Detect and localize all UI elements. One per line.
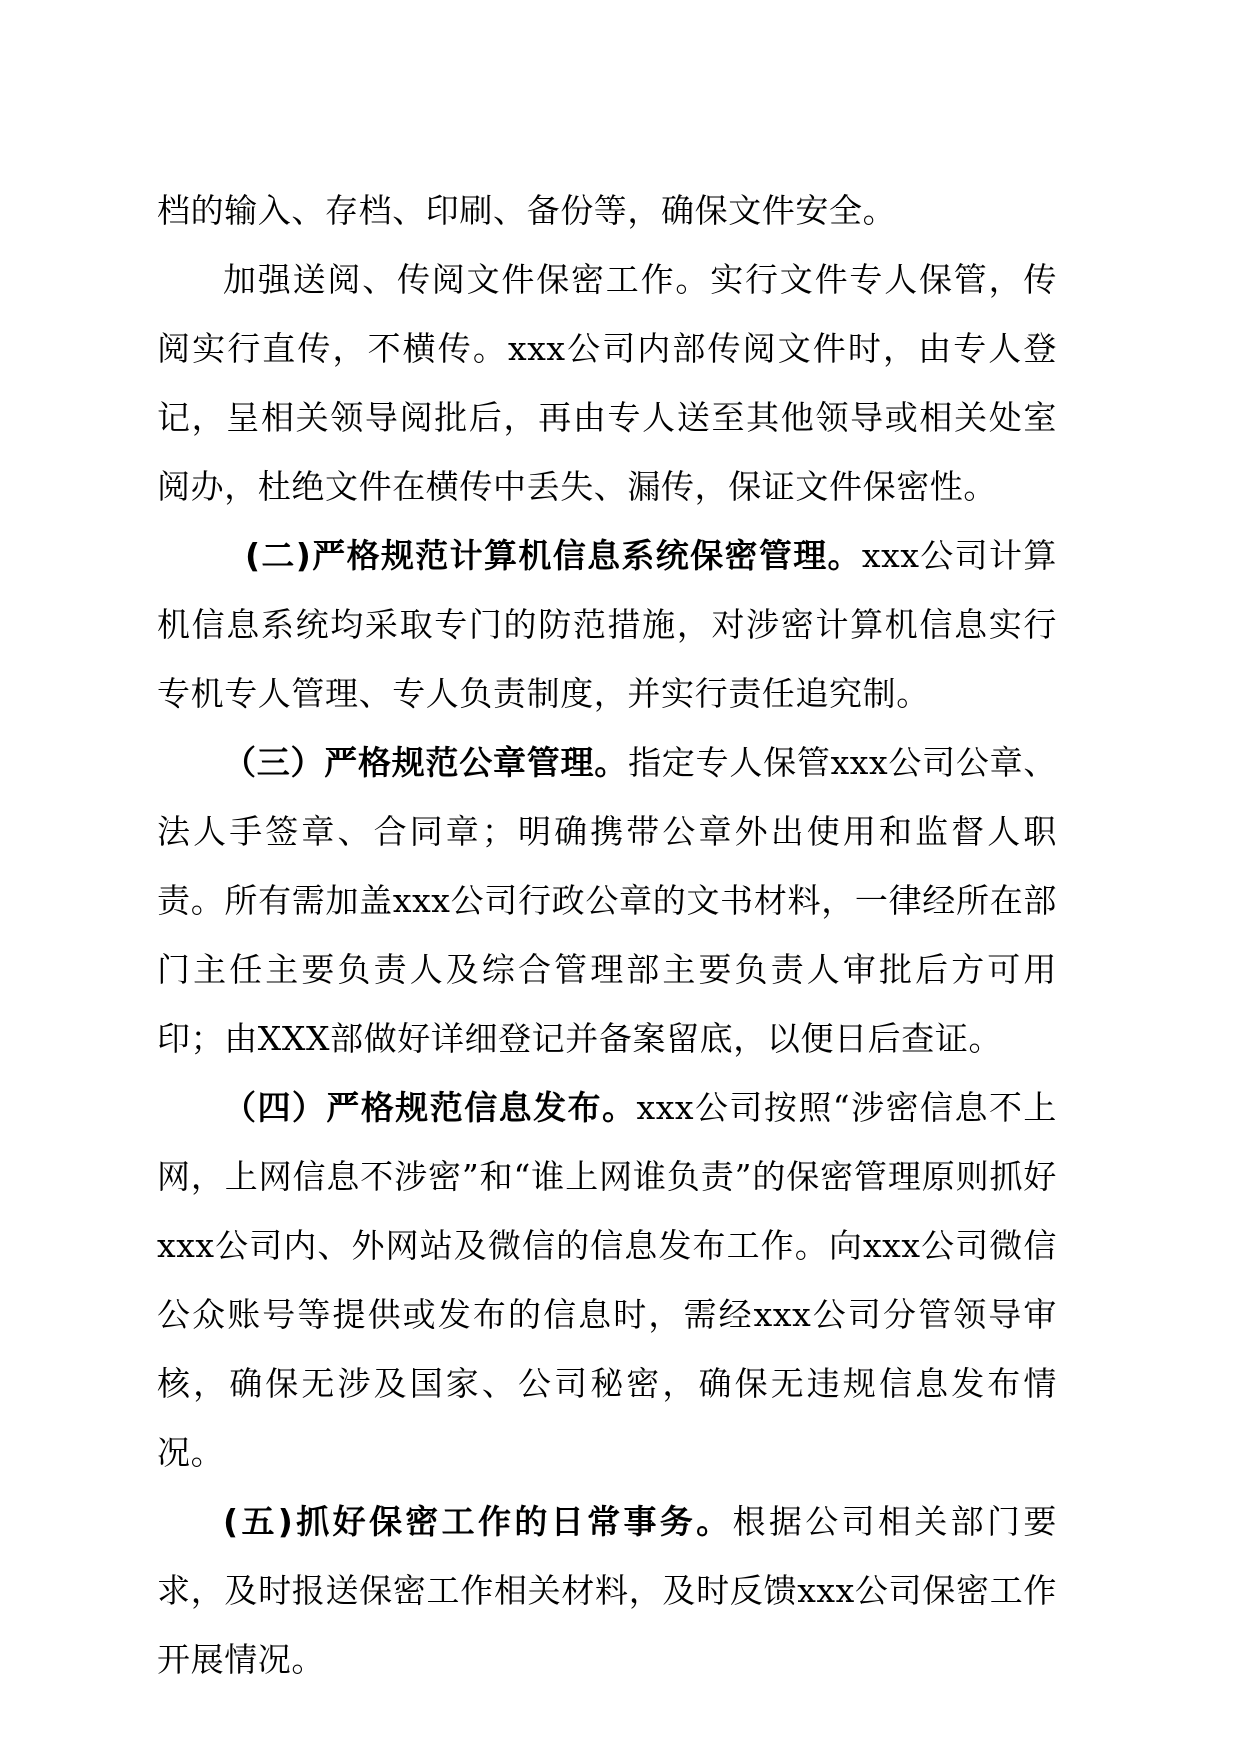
paragraph-document-circulation (157, 245, 1057, 521)
paragraph-information-release (157, 1073, 1057, 1487)
paragraph-seal-management (157, 728, 1057, 1073)
paragraph-continuation (157, 176, 1057, 245)
section-heading: (二)严格规范计算机信息系统保密管理。 (245, 536, 862, 575)
paragraph-text: 档的输入、存档、印刷、备份等，确保文件安全。 (157, 191, 897, 230)
paragraph-text: 指定专人保管xxx公司公章、法人手签章、合同章；明确携带公章外出使用和监督人职责。所有需加盖xxx公司行政公章的文书材料，一律经所在部门主任主要负责人及综合管理部主要负责人审批后方可用印；由XXX部做好详细登记并备案留底，以便日后查证。 (157, 743, 1057, 1058)
paragraph-text: 加强送阅、传阅文件保密工作。实行文件专人保管，传阅实行直传，不横传。xxx公司内部传阅文件时，由专人登记，呈相关领导阅批后，再由专人送至其他领导或相关处室阅办，杜绝文件在横传中丢失、漏传，保证文件保密性。 (157, 260, 1057, 506)
paragraph-text: xxx公司按照“涉密信息不上网，上网信息不涉密”和“谁上网谁负责”的保密管理原则抓好xxx公司内、外网站及微信的信息发布工作。向xxx公司微信公众账号等提供或发布的信息时，需经xxx公司分管领导审核，确保无涉及国家、公司秘密，确保无违规信息发布情况。 (157, 1088, 1058, 1472)
paragraph-text: xxx公司计算机信息系统均采取专门的防范措施，对涉密计算机信息实行专机专人管理、专人负责制度，并实行责任追究制。 (157, 536, 1057, 713)
section-heading: (五)抓好保密工作的日常事务。 (223, 1502, 733, 1541)
section-heading: （四）严格规范信息发布。 (223, 1088, 637, 1127)
paragraph-text: 根据公司相关部门要求，及时报送保密工作相关材料，及时反馈xxx公司保密工作开展情况。 (157, 1502, 1057, 1679)
paragraph-daily-affairs (157, 1487, 1057, 1694)
section-heading: （三）严格规范公章管理。 (223, 743, 629, 782)
paragraph-computer-security (157, 521, 1057, 728)
document-body (157, 176, 1057, 1694)
